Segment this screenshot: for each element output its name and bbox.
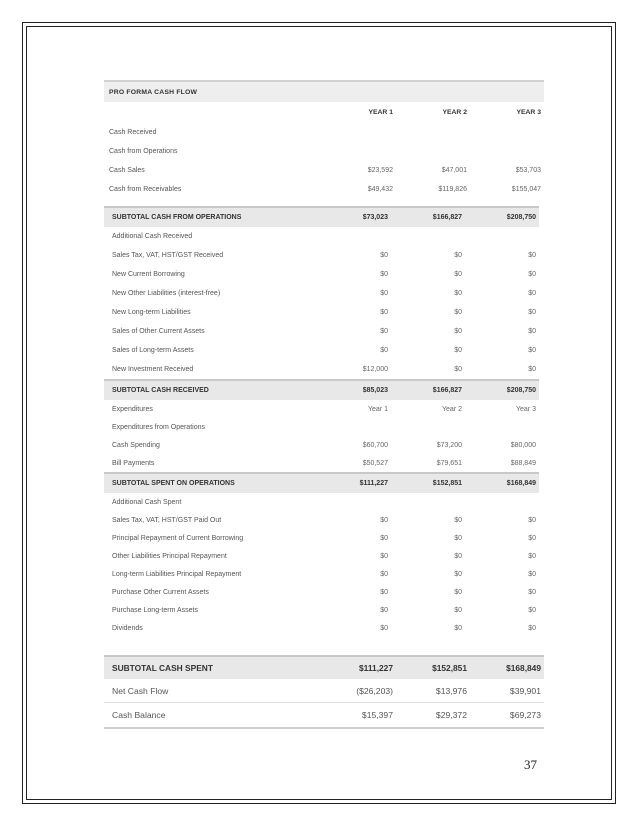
bottom-rule xyxy=(104,727,544,729)
column-header: YEAR 1 xyxy=(368,109,393,116)
table-row: Sales of Other Current Assets $0 $0 $0 xyxy=(112,328,536,335)
table-row: Purchase Long-term Assets $0 $0 $0 xyxy=(112,606,536,614)
table-row: Cash from Receivables $49,432 $119,826 $155,047 xyxy=(109,186,541,193)
section-label: Cash Received xyxy=(109,129,157,136)
subtotal-row: SUBTOTAL SPENT ON OPERATIONS $111,227 $152,851 $168,849 xyxy=(104,472,539,493)
section-label: Cash from Operations xyxy=(109,148,178,155)
page-number: 37 xyxy=(524,757,537,772)
table-row: Principal Repayment of Current Borrowing $0 $0 $0 xyxy=(112,534,536,542)
cash-balance-row: Cash Balance $15,397 $29,372 $69,273 xyxy=(112,710,541,720)
table-row: New Long-term Liabilities $0 $0 $0 xyxy=(112,309,536,316)
table-title-text: PRO FORMA CASH FLOW xyxy=(109,88,198,96)
table-row: New Investment Received $12,000 $0 $0 xyxy=(112,366,536,373)
table-row: Sales Tax, VAT, HST/GST Paid Out $0 $0 $0 xyxy=(112,516,536,524)
column-header: YEAR 3 xyxy=(516,109,541,116)
table-row: Bill Payments $50,527 $79,651 $88,849 xyxy=(112,459,536,467)
cash-flow-table xyxy=(104,80,544,729)
table-row: Sales of Long-term Assets $0 $0 $0 xyxy=(112,347,536,354)
subtotal-cash-spent-row: SUBTOTAL CASH SPENT $111,227 $152,851 $168,849 xyxy=(104,655,544,679)
table-row: Long-term Liabilities Principal Repayment $0 $0 $0 xyxy=(112,570,536,578)
section-label: Additional Cash Spent xyxy=(112,498,182,506)
table-row: Other Liabilities Principal Repayment $0 $0 $0 xyxy=(112,552,536,560)
section-label: Additional Cash Received xyxy=(112,233,193,240)
table-row: Sales Tax, VAT, HST/GST Received $0 $0 $0 xyxy=(112,252,536,259)
table-row: Purchase Other Current Assets $0 $0 $0 xyxy=(112,588,536,596)
expenditures-header-row: Expenditures Year 1 Year 2 Year 3 xyxy=(112,405,536,413)
table-row: Dividends $0 $0 $0 xyxy=(112,624,536,632)
subtotal-row: SUBTOTAL CASH RECEIVED $85,023 $166,827 $208,750 xyxy=(104,379,539,400)
table-row: Cash Sales $23,592 $47,001 $53,703 xyxy=(109,167,541,174)
table-title xyxy=(104,82,544,102)
subtotal-row: SUBTOTAL CASH FROM OPERATIONS $73,023 $166,827 $208,750 xyxy=(104,206,539,227)
section-label: Expenditures from Operations xyxy=(112,423,205,431)
column-header: YEAR 2 xyxy=(442,109,467,116)
net-cash-flow-row: Net Cash Flow ($26,203) $13,976 $39,901 xyxy=(104,679,544,703)
table-row: Cash Spending $60,700 $73,200 $80,000 xyxy=(112,441,536,449)
additional-cash-received-block xyxy=(104,206,539,637)
table-row: New Current Borrowing $0 $0 $0 xyxy=(112,271,536,278)
column-header-row xyxy=(104,102,544,123)
table-row: New Other Liabilities (interest-free) $0 $0 $0 xyxy=(112,290,536,297)
